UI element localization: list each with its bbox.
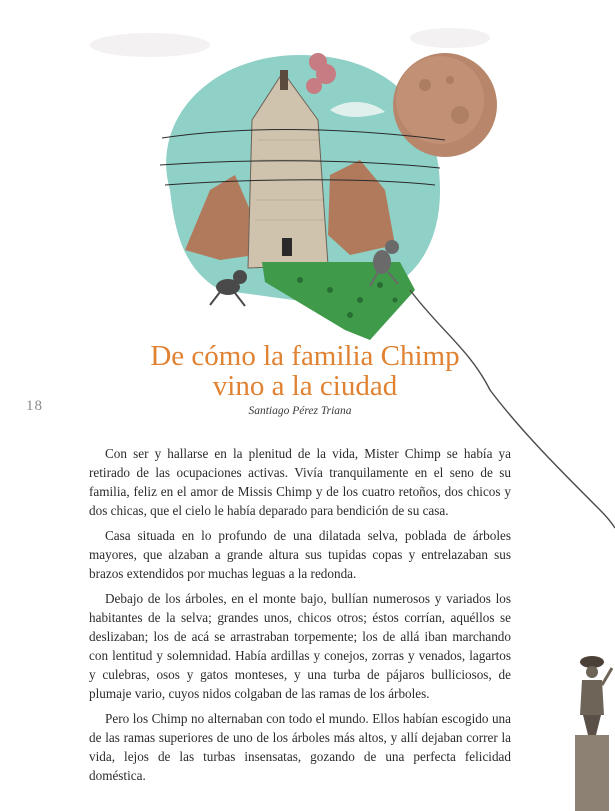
- author-name: Santiago Pérez Triana: [248, 405, 352, 417]
- story-title: [120, 341, 490, 401]
- paragraph: Con ser y hallarse en la plenitud de la vida, Mister Chimp se había ya retirado de las ocupaciones activas. Vivía tranquilamente en el seno de su familia, feliz en el amor de Missis Chimp y de los cuatro retoños, dos chicos y dos chicas, que el cielo le había deparado para bendición de su casa.: [89, 446, 511, 518]
- paragraph: Debajo de los árboles, en el monte bajo, bullían numerosos y variados los habitantes de la selva; grandes unos, chicos otros; éstos corrían, aquéllos se deslizaban; los de acá se arrastraban torpemente; los de allá iban marchando con lentitud y solemnidad. Había ardillas y conejos, zorras y venados, lagartos y culebras, osos y gatos monteses, y una turba de pájaros bulliciosos, de plumaje vario, cuyos nidos colgaban de las ramas de los árboles.: [89, 591, 511, 701]
- paragraph: Pero los Chimp no alternaban con todo el mundo. Ellos habían escogido una de las ramas superiores de uno de los árboles más altos, y allí dejaban correr la vida, lejos de las turbas insensatas, gozando de una perfecta felicidad doméstica.: [89, 711, 511, 783]
- green-land: [262, 262, 415, 340]
- figure-on-pillar: [575, 656, 612, 811]
- story-body: [89, 444, 511, 791]
- paragraph: Casa situada en lo profundo de una dilatada selva, poblada de árboles mayores, que alzaban a grande altura sus tupidas copas y entrelazaban sus brazos extendidos por muchas leguas a la redonda.: [89, 528, 511, 581]
- house-door: [282, 238, 292, 256]
- title-line-1: De cómo la familia Chimp: [150, 340, 460, 372]
- page-number: 18: [26, 398, 43, 414]
- faint-sketch: [90, 28, 490, 57]
- title-line-2: vino a la ciudad: [212, 370, 398, 402]
